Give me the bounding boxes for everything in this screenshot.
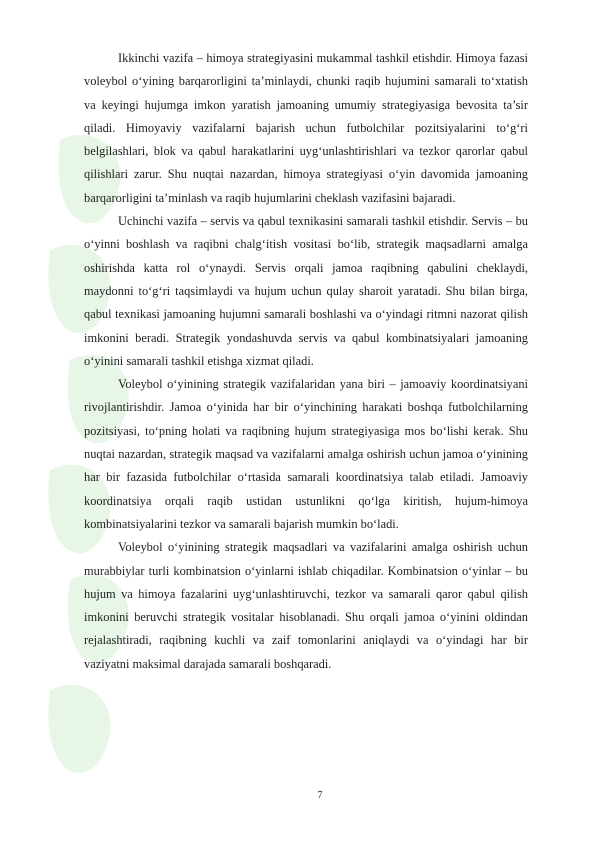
body-text — [84, 47, 528, 676]
paragraph-1: Ikkinchi vazifa – himoya strategiyasini mukammal tashkil etishdir. Himoya fazasi voleybol o‘yining barqarorligini ta’minlaydi, chunki raqib hujumini samarali to‘xtatish va keyingi hujumga imkon yaratish jamoaning umumiy strategiyasiga bevosita ta’sir qiladi. Himoyaviy vazifalarni bajarish uchun futbolchilar pozitsiyalarini to‘g‘ri belgilashlari, blok va qabul harakatlarini uyg‘unlashtirishlari va tezkor qarorlar qabul qilishlari zarur. Shu nuqtai nazardan, himoya strategiyasi o‘yin davomida jamoaning barqarorligini ta’minlash va raqib hujumlarini cheklash vazifasini bajaradi. — [84, 51, 528, 205]
paragraph-4: Voleybol o‘yinining strategik maqsadlari va vazifalarini amalga oshirish uchun murabbiylar turli kombinatsion o‘yinlarni ishlab chiqadilar. Kombinatsion o‘yinlar – bu hujum va himoya fazalarini uyg‘unlashtiruvchi, tezkor va samarali qaror qabul qilish imkonini beruvchi strategik vositalar hisoblanadi. Shu orqali jamoa o‘yinini oldindan rejalashtiradi, raqibning kuchli va zaif tomonlarini aniqlaydi va o‘yindagi har bir vaziyatni maksimal darajada samarali boshqaradi. — [84, 540, 528, 671]
page-number: 7 — [317, 790, 323, 801]
paragraph-2: Uchinchi vazifa – servis va qabul texnikasini samarali tashkil etishdir. Servis – bu o‘yinni boshlash va raqibni chalg‘itish vositasi bo‘lib, strategik maqsadlarni amalga oshirishda katta rol o‘ynaydi. Servis orqali jamoa raqibning qabulini cheklaydi, maydonni to‘g‘ri taqsimlaydi va hujum uchun qulay sharoit yaratadi. Shu bilan birga, qabul texnikasi jamoaning hujumni samarali boshlashi va o‘yindagi ritmni nazorat qilish imkonini beradi. Strategik yondashuvda servis va qabul kombinatsiyalari jamoaning o‘yinini samarali tashkil etishga xizmat qiladi. — [84, 214, 528, 368]
paragraph-3: Voleybol o‘yinining strategik vazifalaridan yana biri – jamoaviy koordinatsiyani rivojlantirishdir. Jamoa o‘yinida har bir o‘yinchining harakati boshqa futbolchilarning pozitsiyasi, to‘pning holati va raqibning hujum strategiyasiga mos bo‘lishi kerak. Shu nuqtai nazardan, strategik maqsad va vazifalarni amalga oshirish uchun jamoa o‘yinining har bir fazasida futbolchilar o‘rtasida samarali koordinatsiya talab etiladi. Jamoaviy koordinatsiya orqali raqib ustidan ustunlikni qo‘lga kiritish, hujum-himoya kombinatsiyalarini tezkor va samarali bajarish mumkin bo‘ladi. — [84, 377, 528, 531]
